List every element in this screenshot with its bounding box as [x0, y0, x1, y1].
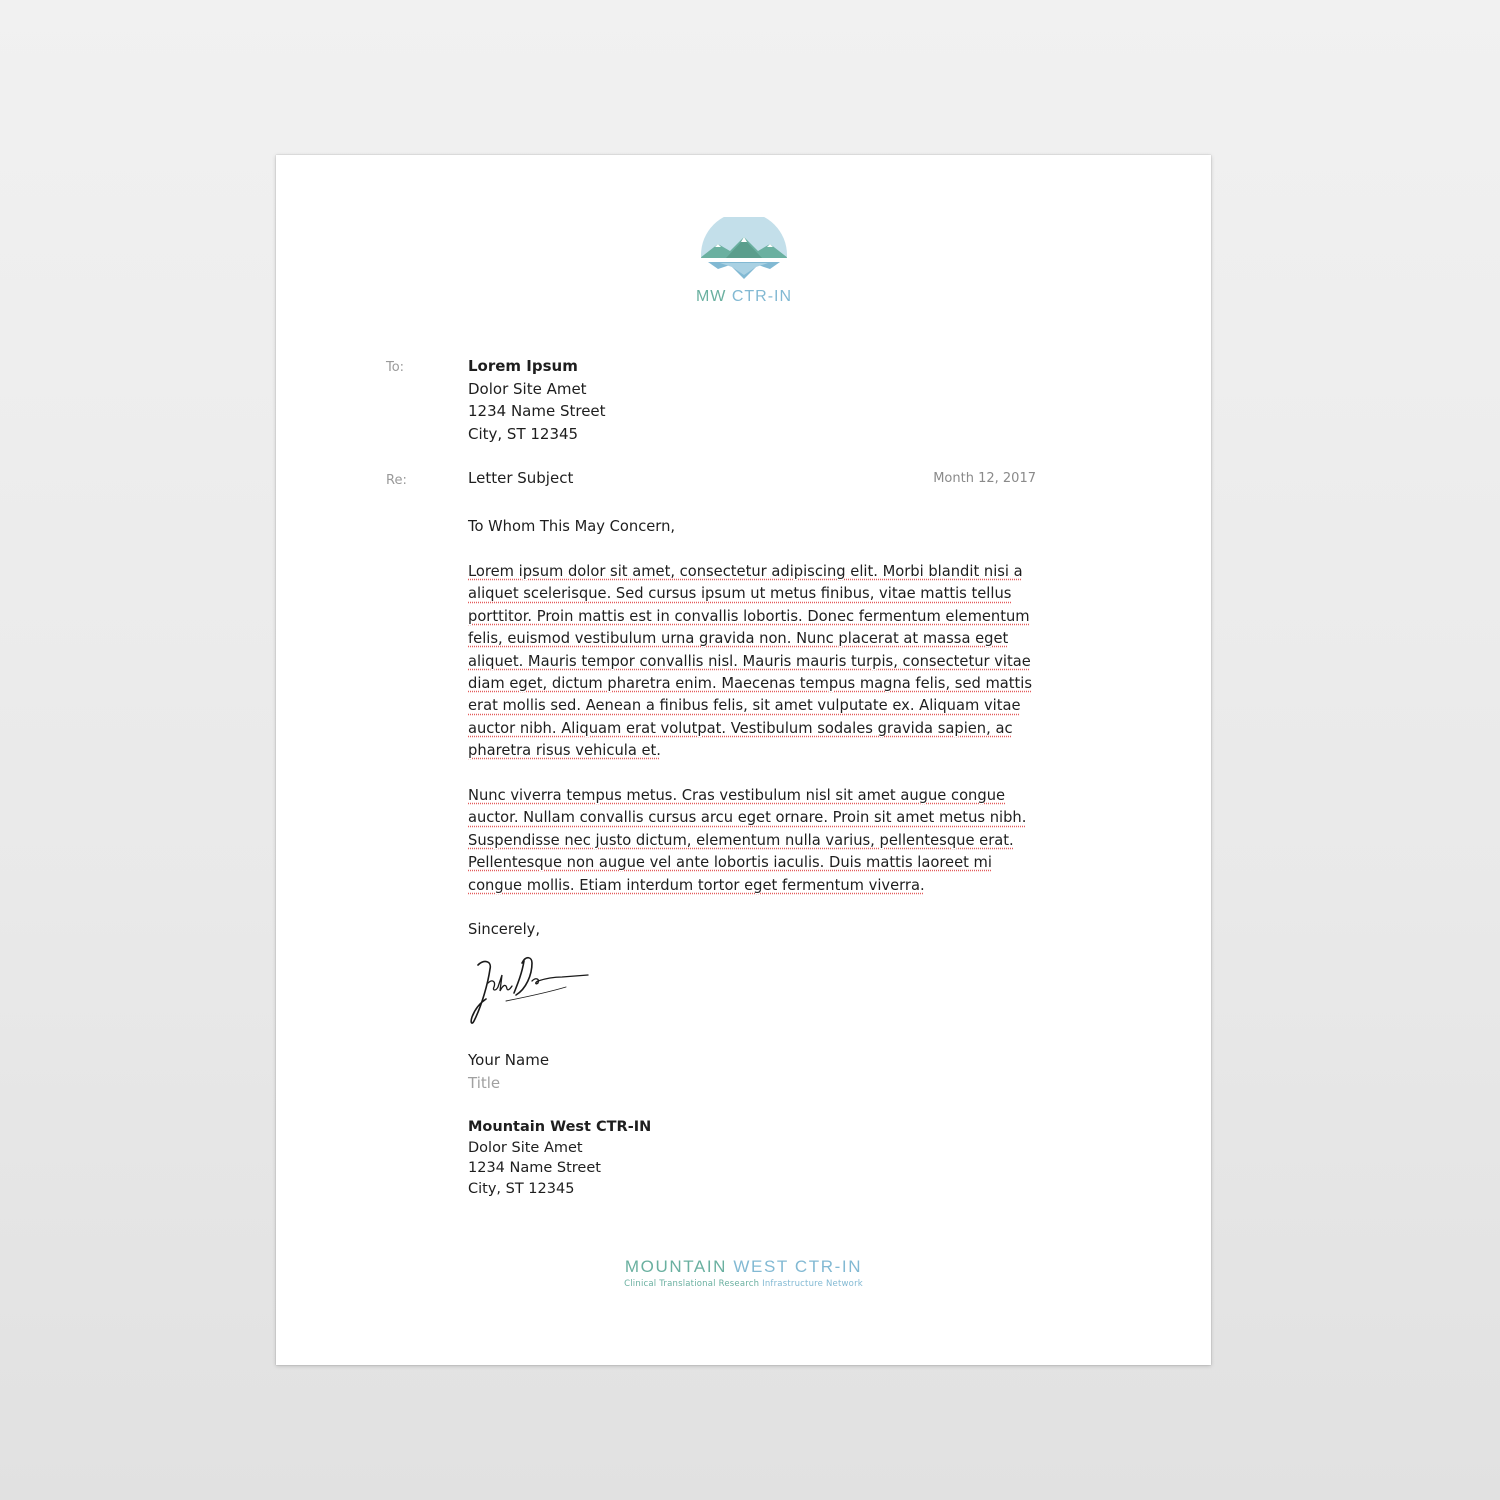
- signature-icon: [466, 953, 596, 1028]
- recipient-line1: Dolor Site Amet: [468, 379, 587, 398]
- body-paragraph-2: Nunc viverra tempus metus. Cras vestibulum nisl sit amet augue congue auctor. Nullam convallis cursus arcu eget ornare. Proin sit amet metus nibh. Suspendisse nec justo dictum, elementum nulla varius, pellentesque erat. Pellentesque non augue vel ante lobortis iaculis. Duis mattis laoreet mi congue mollis. Etiam interdum tortor eget fermentum viverra.: [468, 787, 1027, 894]
- letter-subject: Letter Subject: [468, 469, 574, 487]
- logo-wordmark: MW CTR-IN: [695, 288, 793, 305]
- re-label: Re:: [386, 473, 407, 488]
- signature: [466, 953, 596, 1032]
- logo: [694, 217, 794, 307]
- closing: Sincerely,: [468, 921, 541, 938]
- mountain-logo-icon: [700, 217, 788, 285]
- greeting: To Whom This May Concern,: [468, 518, 676, 535]
- footer-wordmark: MOUNTAIN WEST CTR-IN: [624, 1257, 863, 1276]
- sender-name: Your Name: [468, 1051, 550, 1069]
- recipient-line3: City, ST 12345: [468, 424, 579, 443]
- organization-address: [468, 1117, 651, 1199]
- recipient-address: [468, 355, 606, 445]
- sender-block: [468, 1049, 549, 1094]
- letter-date: Month 12, 2017: [933, 471, 1036, 486]
- recipient-line2: 1234 Name Street: [468, 402, 606, 420]
- body-paragraph-1: Lorem ipsum dolor sit amet, consectetur adipiscing elit. Morbi blandit nisi a aliquet scelerisque. Sed cursus ipsum ut metus finibus, vitae mattis tellus porttitor. Proin mattis est in convallis lobortis. Donec fermentum elementum felis, euismod vestibulum urna gravida non. Nunc placerat at massa eget aliquet. Mauris tempor convallis nisl. Mauris mauris turpis, consectetur vitae diam eget, dictum pharetra enim. Maecenas tempus magna felis, sed mattis erat mollis sed. Aenean a finibus felis, sit amet vulputate ex. Aliquam vitae auctor nibh. Aliquam erat volutpat. Vestibulum sodales gravida sapien, ac pharetra risus vehicula et.: [468, 563, 1033, 760]
- recipient-name: Lorem Ipsum: [468, 357, 578, 375]
- organization-line3: City, ST 12345: [468, 1180, 575, 1197]
- sender-title: Title: [468, 1073, 501, 1092]
- letter-page: [276, 155, 1211, 1365]
- footer: [276, 1257, 1211, 1289]
- organization-name: Mountain West CTR-IN: [468, 1119, 652, 1135]
- to-label: To:: [386, 360, 405, 375]
- organization-line1: Dolor Site Amet: [468, 1139, 583, 1156]
- footer-tagline: Clinical Translational Research Infrastructure Network: [624, 1279, 863, 1289]
- organization-line2: 1234 Name Street: [468, 1160, 601, 1176]
